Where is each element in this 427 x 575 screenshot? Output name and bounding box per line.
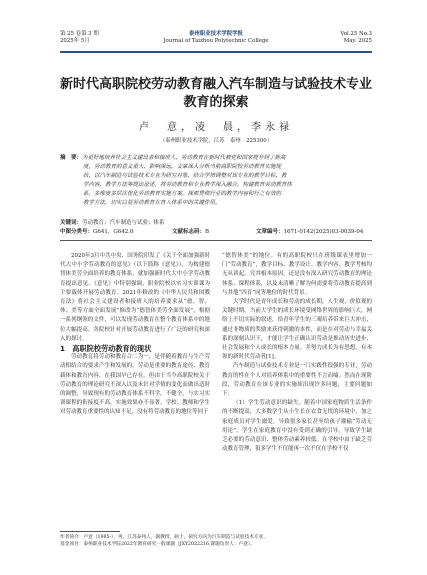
date-en: May. 2025 xyxy=(343,38,372,44)
affiliation: （泰州职业技术学院，江苏 泰州 225300） xyxy=(159,138,273,144)
article-number-label: 文章编号： xyxy=(256,229,284,235)
doc-code-label: 文献标志码： xyxy=(172,229,206,235)
abstract-line: 教学方法，切实白显劳动教育在育人体系中的关键作用。 xyxy=(83,200,221,206)
volume-issue-en: Vol.25 No.3 xyxy=(340,31,372,37)
footnote xyxy=(60,534,372,548)
section-heading: 1 高职院校劳动教育的现状 xyxy=(60,344,152,354)
abstract-label: 摘 要： xyxy=(60,155,83,161)
body-paragraph: 汽车制造与试验技术专业是一门实践性很强的专业，劳动教育的性在个人对培养体系中的重要性不言而喻。然而在现阶段，劳动教育在该专业的实施却出现许多问题，主要问题如下： xyxy=(222,363,372,398)
funding-note: 基金项目：泰州职业技术学院2022年教育研究一般课题（JXY2022216,课题负责人：卢意）。 xyxy=(60,542,255,547)
meta-divider xyxy=(60,240,372,241)
body-paragraph: （1）学生劳动意识的缺失。随着中国家庭物质生活条件的不断提高，大多数学生从小生长在衣食无忧的环境中，加之家庭成员对学生溺爱，导致很多家长甚至给孩子灌输“劳动无用论”。学生在家庭教育中没有受到正确的引导，导致学生缺乏必要的劳动意识、整体劳动素养较低。在学校中由于缺乏劳动教育管理，很多学生不仅能再一次不仅在学校不仅 xyxy=(222,400,372,453)
clc-label: 中图分类号： xyxy=(60,229,94,235)
body-paragraph: “德智体美”的地位。有的高职院校只在班级课表里增加一门“劳动教育”，教学目标、教学设计、教学内容、教学考核均无从谈起。究其根本原因，还是没有深入研究劳动教育的理论体系、课程体系，以及未清晰了解为何需要将劳动教育提高到与其他“四育”同等地位的时代背景。 xyxy=(222,253,372,296)
clc-number: G641，G642.0 xyxy=(93,229,134,235)
title-line-1: 新时代高职院校劳动教育融入汽车制造与试验技术专业 xyxy=(60,77,373,92)
header-divider xyxy=(60,51,372,53)
abstract-line: 摘 要：为更好地培养社会主义建设者和接班人，劳动教育在新时代被党和国家提升到了新高 xyxy=(60,155,286,161)
footnote-divider xyxy=(60,531,120,532)
abstract-line: 度，劳动教育的意义重大、影响深远。文章深入分析当前高职院校劳动教育实施现 xyxy=(83,164,282,170)
author-list: 卢 意，凌 晨，李永禄 xyxy=(139,122,293,133)
abstract-line: 系，多维度多层次优化劳动教育实施方案，探索贯彻行业的教学内容和行之有效的 xyxy=(83,191,282,197)
body-paragraph: 2020年3月中共中央、国务院印发了《关于全面加强新时代大中小学劳动教育的意见》（以下简称《意见》），为构建德智体美劳全面培养的教育体系，就加强新时代大中小学劳动教育提出意见。《意见》中特别强调，职业院校以实习实训课为主要载体开展劳动教育。2021年修改的《中华人民共和国教育法》将社会主义建设者和接班人的培养要求从“德、智、体、美等方面全面发展”修改为“德智体美劳全面发展”，根据一系列纲领的文件，可以发现劳动教育在整个教育体系中的地位大幅提高。各院校针对开展劳动教育进行了广泛的研究和深入的探讨。 xyxy=(60,253,210,342)
doc-code: B xyxy=(205,229,210,235)
keywords-text: 劳动教育；汽车制造与试验；体系 xyxy=(82,220,165,226)
abstract-line: 学内容、教学方法等提出论述，将劳动教育和专业教学深入融合，构建教育劳动教育体 xyxy=(83,182,293,188)
body-column-right xyxy=(222,252,372,454)
body-paragraph: 大学时代是青年成长和劳动的成长期，人生观、价值观的关键时期。当前大学生的成长环境受网络世界的影响巨大，网络上不切实际的叙述，给青年学生的三观培养带来巨大冲击，通过非物质的奖励来获得刺激的本性，而是在对劳动与幸福关系的深刻认识下，才能让学生正确认识劳动是推动历史进步、社会发展和个人成长的根本力量。并努力成长为有思想，有本领的新时代劳动者[1]。 xyxy=(222,299,372,361)
journal-name-en: Journal of Taizhou Polytechnic College xyxy=(163,38,269,44)
title-line-2: 教育的探索 xyxy=(183,95,249,110)
article-number: 1671-0142(2025)03-0039-04 xyxy=(283,229,364,235)
keywords-label: 关键词： xyxy=(60,220,83,226)
abstract-line: 状，以汽车制造与试验技术专业为研究对象，结合学情调整对该专业的教学目标、教 xyxy=(83,173,287,179)
article-title xyxy=(60,76,372,112)
keywords xyxy=(60,219,372,227)
abstract xyxy=(60,154,372,208)
journal-name xyxy=(60,31,372,45)
body-paragraph: 劳动教育将劳动和教育合二为一，是伴随着教育与生产劳动相结合的要求产生和发展的。劳动是重要的教育途径、教育载体和教育内容。在我国早已存在。但由于当今高职院校关于劳动教育的理论研究不深入以及未针对学情的变化而做出适时的调整，导致现有的劳动教育体系不科学，不健全，与实习实训课程的衔接度不高，实施效果亦不显著。学校、教师和学生对劳动教育重要性的认知不足，没有将劳动教育的地位等同于 xyxy=(60,354,210,416)
running-header xyxy=(60,31,372,51)
author-bio: 作者简介：卢意（1985-），男，江苏泰州人，副教授，硕士，研究方向为汽车制造与试验技术专业。 xyxy=(60,535,269,540)
issue-info-en xyxy=(340,31,372,45)
journal-name-cn: 泰州职业技术学院学报 xyxy=(189,31,243,37)
date-cn: 2025年 5月 xyxy=(60,38,90,44)
volume-issue-cn: 第 25 卷第 3 期 xyxy=(60,31,99,37)
body-column-left xyxy=(60,252,210,418)
